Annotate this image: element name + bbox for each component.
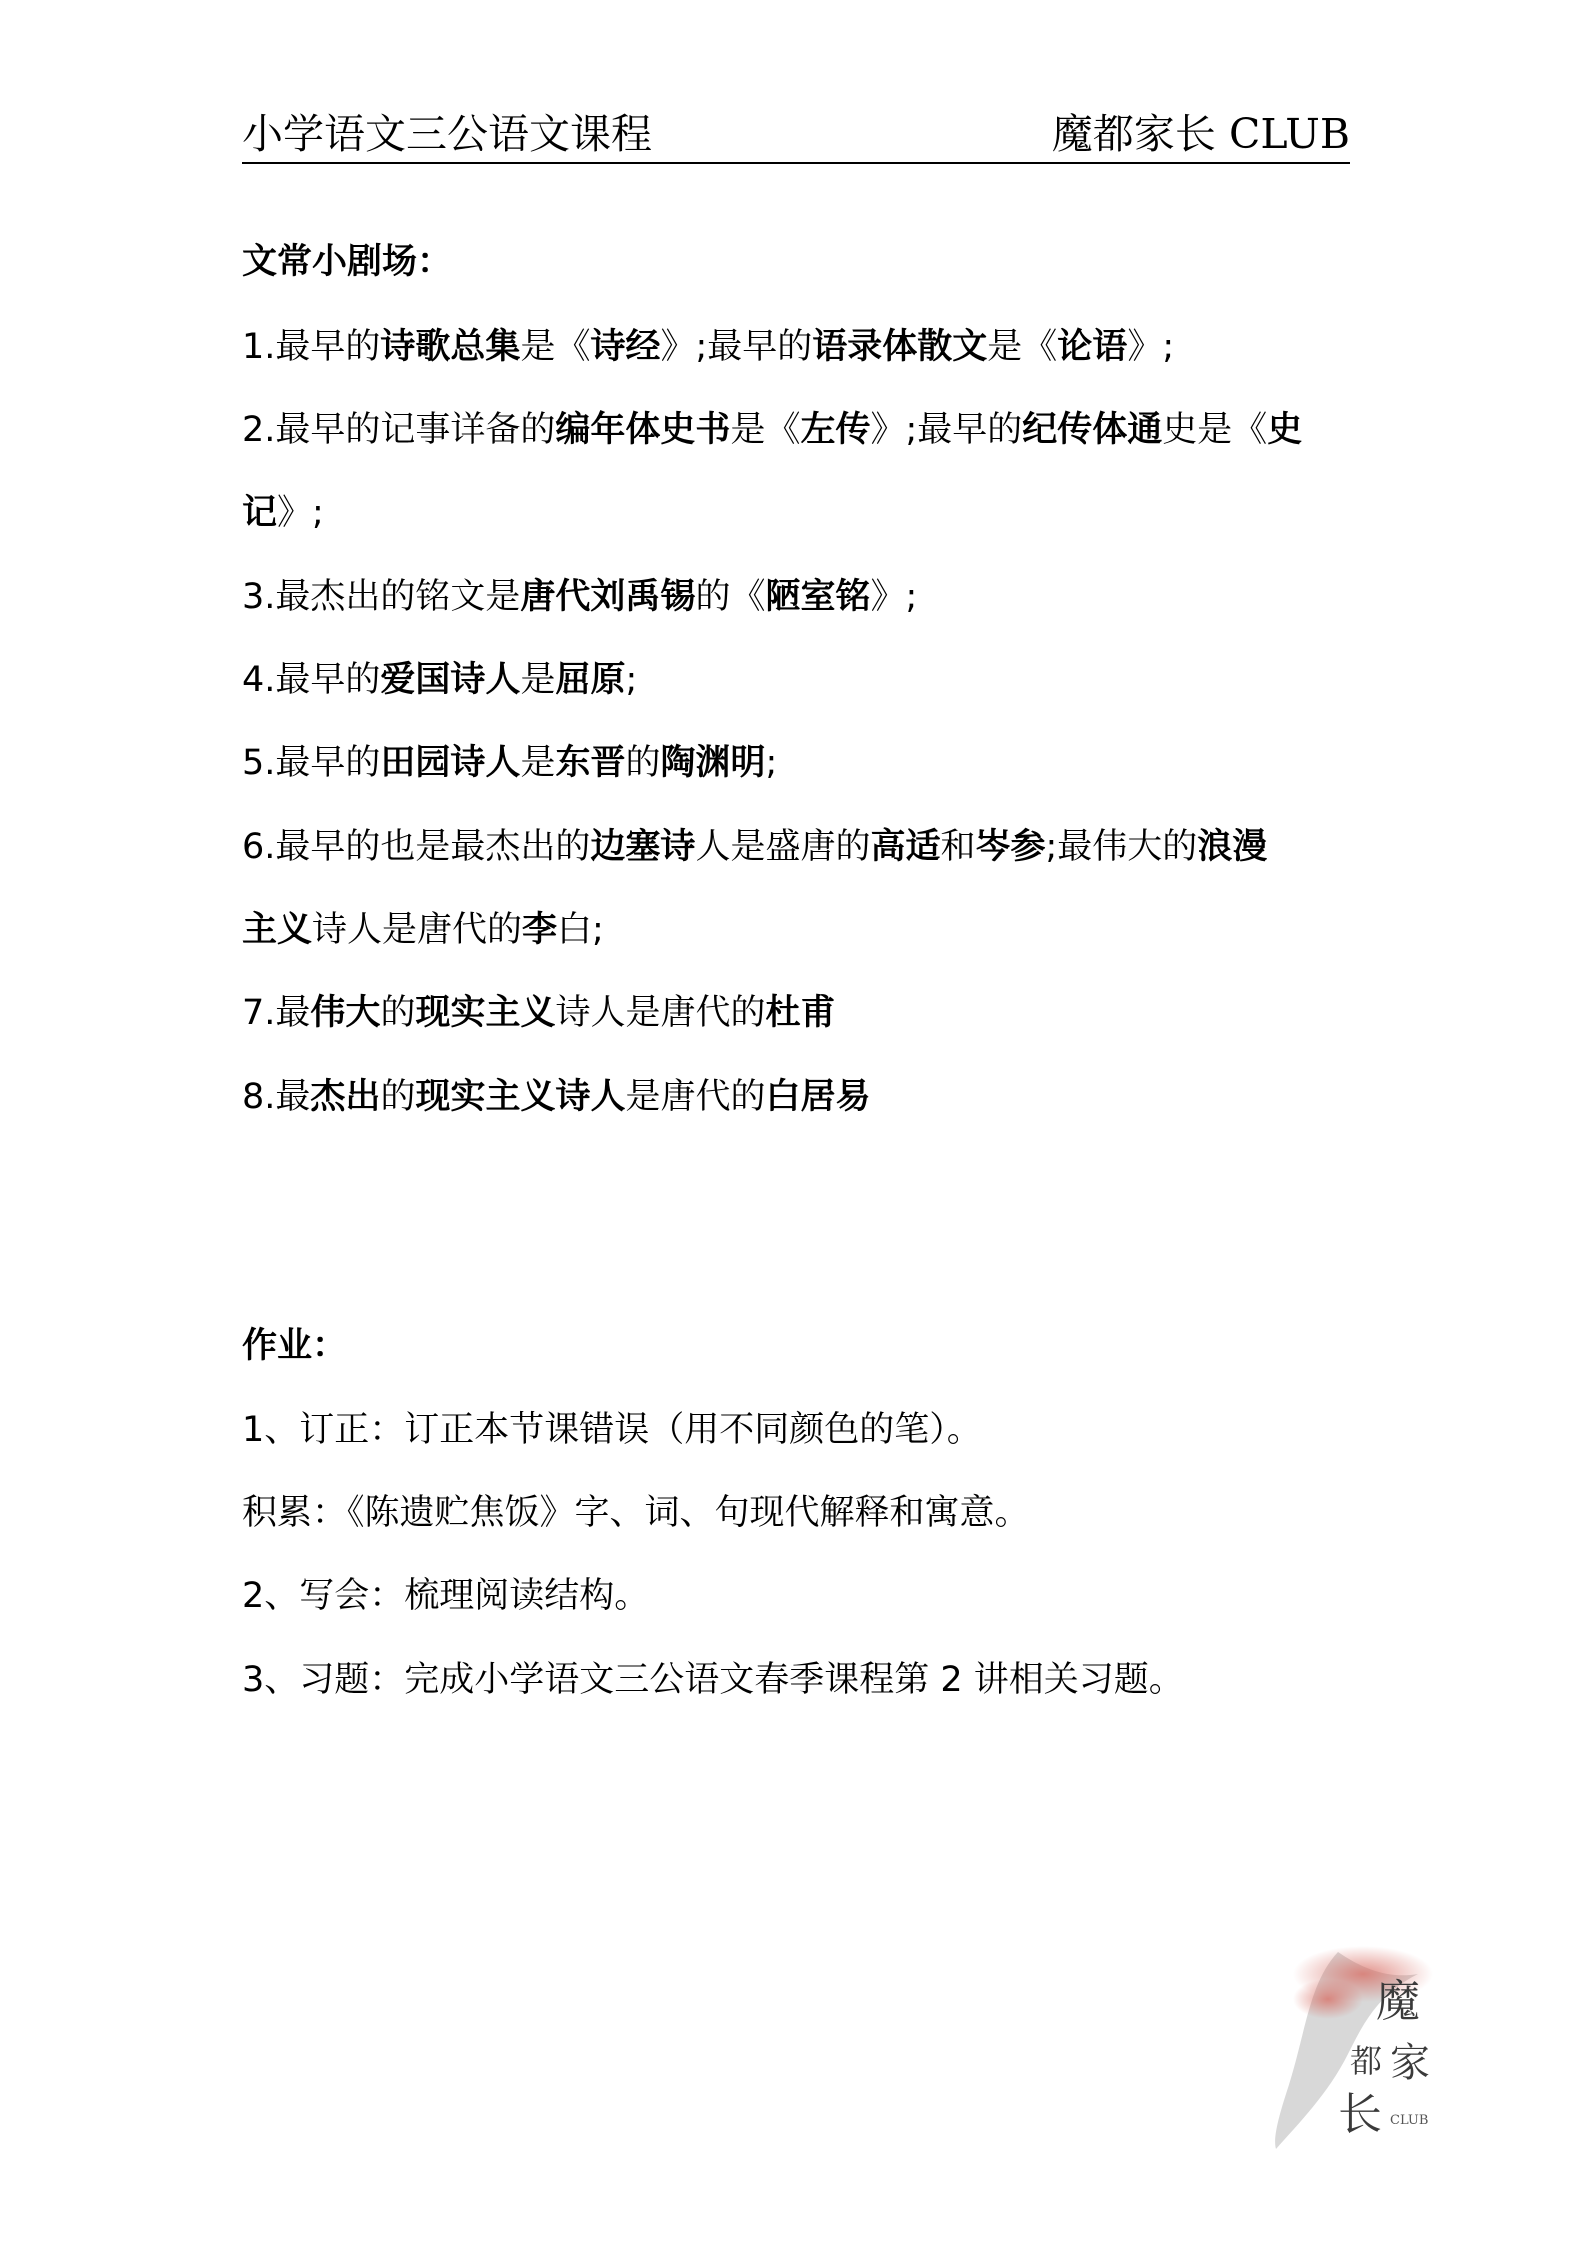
- trivia-item-1: 1.最早的诗歌总集是《诗经》;最早的语录体散文是《论语》;: [242, 327, 1175, 367]
- trivia-item-2: 2.最早的记事详备的编年体史书是《左传》;最早的纪传体通史是《史: [242, 410, 1303, 450]
- homework-line-1: 1、订正：订正本节课错误（用不同颜色的笔）。: [242, 1410, 982, 1450]
- trivia-item-6: 6.最早的也是最杰出的边塞诗人是盛唐的高适和岑参;最伟大的浪漫: [242, 827, 1268, 867]
- homework-heading: 作业：: [242, 1326, 348, 1366]
- trivia-item-8: 8.最杰出的现实主义诗人是唐代的白居易: [242, 1077, 871, 1117]
- homework-line-accumulate: 积累：《陈遗贮焦饭》字、词、句现代解释和寓意。: [242, 1493, 1030, 1533]
- logo-char-2: 都: [1350, 2042, 1383, 2080]
- logo-sub: CLUB: [1390, 2113, 1429, 2128]
- trivia-heading: 文常小剧场：: [242, 242, 453, 282]
- trivia-item-6-cont: 主义诗人是唐代的李白;: [242, 910, 604, 950]
- trivia-item-7: 7.最伟大的现实主义诗人是唐代的杜甫: [242, 993, 836, 1033]
- trivia-item-2-cont: 记》;: [242, 493, 324, 533]
- homework-line-3: 3、习题：完成小学语文三公语文春季课程第 2 讲相关习题。: [242, 1660, 1184, 1700]
- logo-char-4: 长: [1338, 2089, 1382, 2140]
- homework-line-2: 2、写会：梳理阅读结构。: [242, 1576, 650, 1616]
- brand-logo: [1268, 1944, 1458, 2164]
- trivia-item-5: 5.最早的田园诗人是东晋的陶渊明;: [242, 743, 778, 783]
- page-header: [242, 110, 1350, 164]
- logo-char-3: 家: [1390, 2040, 1430, 2086]
- trivia-item-4: 4.最早的爱国诗人是屈原;: [242, 660, 638, 700]
- course-title: 小学语文三公语文课程: [242, 110, 652, 158]
- logo-char-1: 魔: [1376, 1976, 1420, 2027]
- brand-name: 魔都家长 CLUB: [1051, 110, 1350, 158]
- trivia-item-3: 3.最杰出的铭文是唐代刘禹锡的《陋室铭》;: [242, 577, 918, 617]
